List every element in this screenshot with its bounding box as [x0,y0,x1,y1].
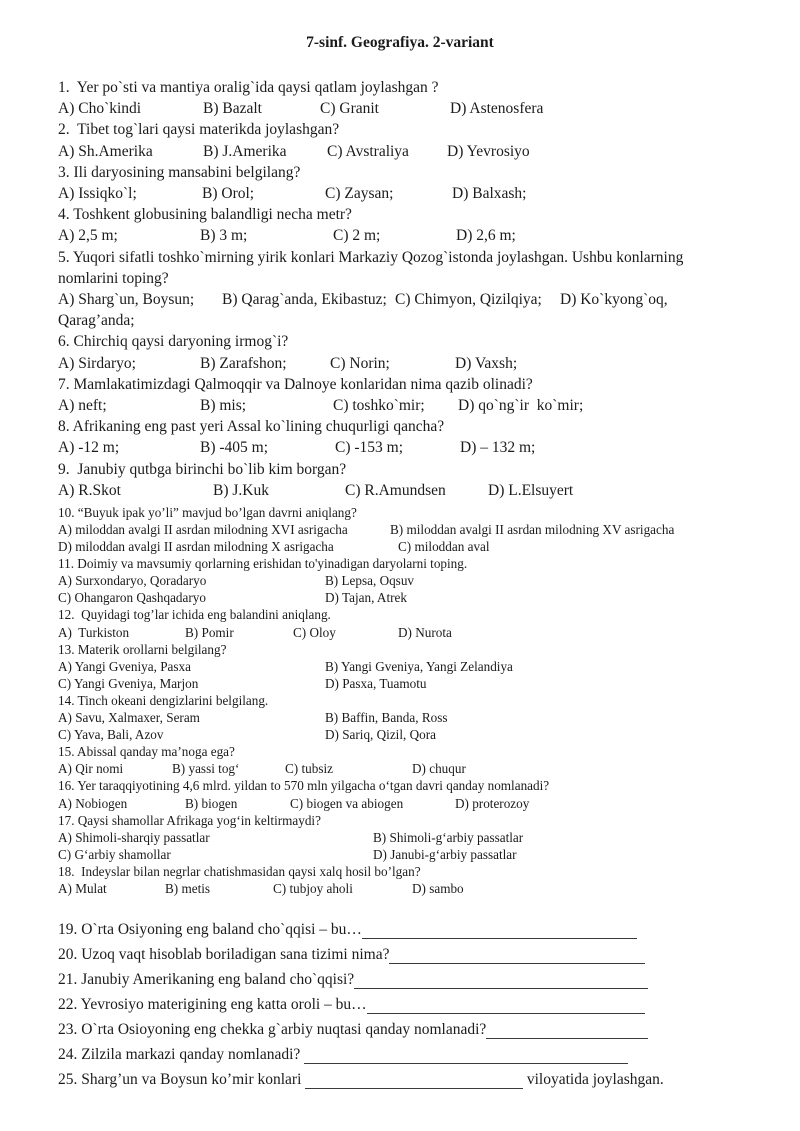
option: A) Savu, Xalmaxer, Seram [58,710,200,726]
option-line [58,589,772,606]
question-text: 13. Materik orollarni belgilang? [58,641,227,657]
option: C) biogen va abiogen [290,795,404,811]
option: D) Pasxa, Tuamotu [325,675,427,691]
option-line [58,726,772,743]
option-line [58,480,772,501]
option: C) Yangi Gveniya, Marjon [58,675,199,691]
option: D) Balxash; [452,184,527,202]
option: C) Ohangaron Qashqadaryo [58,590,206,606]
option: A) 2,5 m; [58,227,118,245]
option: C) Yava, Bali, Azov [58,727,164,743]
option: A) Mulat [58,880,107,896]
page-title: 7-sinf. Geografiya. 2-variant [306,34,494,51]
question-text: 2. Tibet tog`lari qaysi materikda joylashgan? [58,121,340,139]
option-line [58,310,772,331]
option-line [58,437,772,458]
question-text: 10. “Buyuk ipak yo’li” mavjud bo’lgan davrni aniqlang? [58,504,357,520]
option: A) Shimoli-sharqiy passatlar [58,829,210,845]
fill-question [58,942,772,967]
fill-question-body [58,942,645,967]
option: B) Lepsa, Oqsuv [325,573,415,589]
option: D) Astenosfera [450,100,544,118]
option-line [58,846,772,863]
option: D) L.Elsuyert [488,481,574,499]
option-line [58,521,772,538]
question-text: 25. Sharg’un va Boysun ko’mir konlari [58,1071,306,1089]
question-text: 12. Quyidagi tog’lar ichida eng balandini aniqlang. [58,607,331,623]
option: B) Yangi Gveniya, Yangi Zelandiya [325,658,513,674]
question-text: 23. O`rta Osioyoning eng chekka g`arbiy nuqtasi qanday nomlanadi? [58,1021,487,1039]
option: B) Bazalt [203,100,262,118]
option: D) 2,6 m; [456,227,516,245]
option: C) Oloy [293,624,336,640]
question-text: 3. Ili daryosining mansabini belgilang? [58,163,301,181]
question-text: 22. Yevrosiyo materigining eng katta oroli – bu… [58,996,367,1014]
option: D) Sariq, Qizil, Qora [325,727,436,743]
option: A) Sharg`un, Boysun; [58,290,195,308]
answer-blank [362,938,637,939]
question-text: 5. Yuqori sifatli toshko`mirning yirik konlari Markaziy Qozog`istonda joylashgan. Ushbu konlarning [58,248,684,266]
question-text: 24. Zilzila markazi qanday nomlanadi? [58,1046,305,1064]
option: D) Ko`kyong`oq, [560,290,668,308]
section-large [58,77,772,501]
option: D) Janubi-g‘arbiy passatlar [373,846,517,862]
option-line [58,183,772,204]
option: A) neft; [58,396,107,414]
option: C) Chimyon, Qizilqiya; [395,290,542,308]
question-text: 15. Abissal qanday ma’noga ega? [58,744,235,760]
fill-question [58,967,772,992]
fill-question-body [58,992,645,1017]
option: D) sambo [412,880,464,896]
option: B) J.Amerika [203,142,287,160]
option: A) miloddan avalgi II asrdan milodning XVI asrigacha [58,522,348,537]
question-text: 14. Tinch okeani dengizlarini belgilang. [58,692,269,708]
option: A) Issiqko`l; [58,184,137,202]
option: C) toshko`mir; [333,396,425,414]
option: C) Norin; [330,354,390,372]
option-line [58,795,772,812]
option: B) J.Kuk [213,481,269,499]
fill-question-body [58,967,648,992]
option: C) 2 m; [333,227,381,245]
option-line [58,658,772,675]
section-fill [58,917,772,1092]
option: B) metis [165,880,211,896]
question-text: 11. Doimiy va mavsumiy qorlarning erishidan to'yinadigan daryolarni toping. [58,556,468,572]
question-text: 8. Afrikaning eng past yeri Assal ko`lining chuqurligi qancha? [58,418,445,436]
option: D) miloddan avalgi II asrdan milodning X asrigacha [58,539,334,555]
option: B) 3 m; [200,227,248,245]
option-line [58,880,772,897]
answer-blank [305,1088,523,1089]
option: A) Yangi Gveniya, Pasxa [58,658,191,674]
question-text: 19. O`rta Osiyoning eng baland cho`qqisi – bu… [58,921,362,939]
fill-question-body [58,917,637,942]
option: B) miloddan avalgi II asrdan milodning XV asrigacha [390,522,675,537]
option-line [58,98,772,119]
option: B) biogen [185,795,238,811]
option: B) Pomir [185,624,234,640]
option: A) Sh.Amerika [58,142,153,160]
option: A) Sirdaryo; [58,354,136,372]
option: C) Granit [320,100,379,118]
option: A) Nobiogen [58,795,128,811]
option-line [58,395,772,416]
option: D) Nurota [398,624,452,640]
fill-question [58,917,772,942]
option-line [58,709,772,726]
option: C) R.Amundsen [345,481,446,499]
fill-question-body [58,1067,523,1092]
option: C) G‘arbiy shamollar [58,846,171,862]
option: C) Zaysan; [325,184,394,202]
fill-question [58,1067,772,1092]
fill-question-body [58,1017,648,1042]
option: A) Surxondaryo, Qoradaryo [58,573,207,589]
option: D) – 132 m; [460,439,536,457]
fill-question [58,1017,772,1042]
option: C) tubjoy aholi [273,880,353,896]
option-line [58,289,772,310]
option: C) miloddan aval [398,539,490,555]
answer-blank [354,988,648,989]
option: Qarag’anda; [58,312,135,330]
question-text: 18. Indeyslar bilan negrlar chatishmasidan qaysi xalq hosil bo’lgan? [58,863,421,879]
question-text: 9. Janubiy qutbga birinchi bo`lib kim borgan? [58,460,347,478]
option-line [58,141,772,162]
option: B) mis; [200,396,247,414]
option-line [58,538,772,555]
answer-blank [367,1013,645,1014]
fill-question [58,1042,772,1067]
option: A) Turkiston [58,624,130,640]
question-text: 6. Chirchiq qaysi daryoning irmog`i? [58,333,289,351]
option: B) Shimoli-g‘arbiy passatlar [373,829,524,845]
option: B) Zarafshon; [200,354,287,372]
option-line [58,675,772,692]
questions-list [58,77,772,1092]
option: D) Vaxsh; [455,354,518,372]
option: A) Cho`kindi [58,100,142,118]
option: A) R.Skot [58,481,121,499]
question-text: 4. Toshkent globusining balandligi necha metr? [58,206,352,224]
option: D) chuqur [412,761,466,777]
question-text-suffix: viloyatida joylashgan. [523,1071,664,1089]
option: B) Orol; [202,184,255,202]
option: D) proterozoy [455,795,530,811]
answer-blank [304,1063,628,1064]
option-line [58,829,772,846]
answer-blank [389,963,645,964]
option-line [58,225,772,246]
option-line [58,624,772,641]
option: D) qo`ng`ir ko`mir; [458,396,584,414]
section-small [58,504,772,897]
answer-blank [486,1038,648,1039]
question-text: 20. Uzoq vaqt hisoblab boriladigan sana tizimi nima? [58,946,390,964]
option: B) Qarag`anda, Ekibastuz; [222,290,387,308]
question-text: 16. Yer taraqqiyotining 4,6 mlrd. yildan to 570 mln yilgacha o‘tgan davri qanday nomlanadi? [58,778,550,794]
option: A) Qir nomi [58,761,124,777]
option: B) yassi tog‘ [172,761,240,777]
question-text: nomlarini toping? [58,269,169,287]
option: C) -153 m; [335,439,404,457]
option: B) Baffin, Banda, Ross [325,710,448,726]
option: B) -405 m; [200,439,269,457]
option: D) Yevrosiyo [447,142,530,160]
option: D) Tajan, Atrek [325,590,407,606]
question-text: 21. Janubiy Amerikaning eng baland cho`qqisi? [58,971,355,989]
option-line [58,572,772,589]
question-text: 7. Mamlakatimizdagi Qalmoqqir va Dalnoye konlaridan nima qazib olinadi? [58,375,533,393]
question-text: 1. Yer po`sti va mantiya oralig`ida qaysi qatlam joylashgan ? [58,79,439,96]
option: C) Avstraliya [327,142,409,160]
question-text: 17. Qaysi shamollar Afrikaga yog‘in keltirmaydi? [58,812,321,828]
option: A) -12 m; [58,439,120,457]
option: C) tubsiz [285,761,333,777]
fill-question-body [58,1042,628,1067]
option-line [58,353,772,374]
fill-question [58,992,772,1017]
option-line [58,760,772,777]
